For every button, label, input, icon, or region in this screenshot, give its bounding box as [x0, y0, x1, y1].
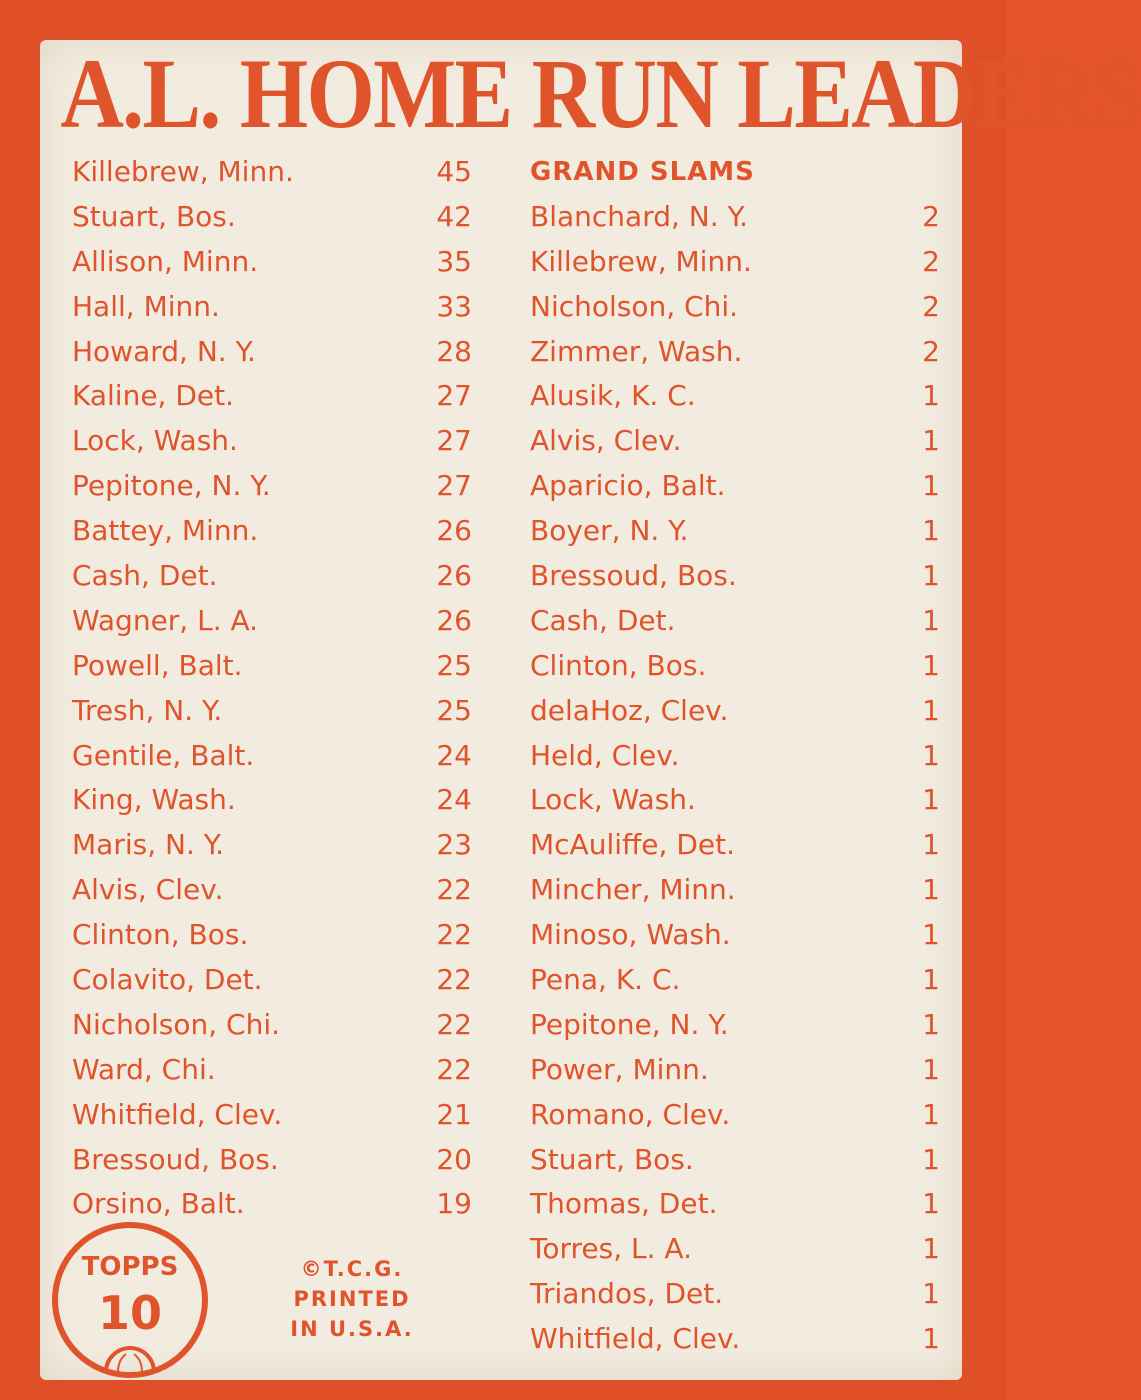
leader-row — [72, 330, 472, 375]
grand-slam-name: Boyer, N. Y. — [530, 514, 689, 548]
leader-name: Maris, N. Y. — [72, 828, 225, 862]
leader-row — [72, 195, 472, 240]
grand-slam-value: 2 — [922, 244, 940, 278]
grand-slam-value: 1 — [922, 469, 940, 503]
leader-name: Ward, Chi. — [72, 1052, 216, 1086]
card-title: A.L. HOME RUN LEADERS — [60, 38, 1141, 149]
leader-row — [72, 285, 472, 330]
leader-name: Killebrew, Minn. — [72, 155, 294, 188]
grand-slam-name: Nicholson, Chi. — [530, 289, 739, 323]
leader-value: 45 — [436, 155, 472, 188]
grand-slam-name: Torres, L. A. — [530, 1232, 692, 1266]
leader-value: 24 — [436, 738, 472, 772]
leader-row — [72, 464, 472, 509]
leader-value: 26 — [436, 514, 472, 548]
grand-slam-row — [530, 509, 940, 554]
leader-value: 22 — [436, 873, 472, 907]
leader-value: 27 — [436, 379, 472, 413]
grand-slam-name: Clinton, Bos. — [530, 648, 707, 682]
leader-value: 25 — [436, 693, 472, 727]
grand-slams-heading-row — [530, 150, 940, 195]
leader-row — [72, 1048, 472, 1093]
grand-slams-list — [530, 150, 940, 1362]
leader-name: Whitfield, Clev. — [72, 1097, 283, 1131]
grand-slam-row — [530, 1048, 940, 1093]
grand-slam-row — [530, 689, 940, 734]
leader-row — [72, 599, 472, 644]
grand-slam-name: Pepitone, N. Y. — [530, 1007, 729, 1041]
grand-slam-row — [530, 644, 940, 689]
grand-slam-row — [530, 1272, 940, 1317]
grand-slam-row — [530, 374, 940, 419]
grand-slam-name: Blanchard, N. Y. — [530, 199, 748, 233]
grand-slam-name: Pena, K. C. — [530, 963, 681, 997]
grand-slam-value: 1 — [922, 648, 940, 682]
grand-slam-name: Bressoud, Bos. — [530, 559, 737, 593]
grand-slam-value: 1 — [922, 603, 940, 637]
grand-slam-row — [530, 599, 940, 644]
grand-slam-row — [530, 285, 940, 330]
topps-logo — [52, 1222, 208, 1378]
leader-row — [72, 419, 472, 464]
grand-slam-value: 2 — [922, 334, 940, 368]
grand-slam-name: Killebrew, Minn. — [530, 244, 752, 278]
leader-value: 22 — [436, 963, 472, 997]
grand-slam-name: Whitfield, Clev. — [530, 1322, 741, 1356]
grand-slam-row — [530, 240, 940, 285]
card-number: 10 — [97, 1286, 162, 1340]
leader-name: Nicholson, Chi. — [72, 1007, 281, 1041]
grand-slam-name: Mincher, Minn. — [530, 873, 736, 907]
leader-row — [72, 1138, 472, 1183]
leader-name: Stuart, Bos. — [72, 199, 236, 233]
copyright-notice — [262, 1254, 442, 1344]
leader-name: Battey, Minn. — [72, 514, 259, 548]
grand-slam-row — [530, 1227, 940, 1272]
grand-slam-name: Power, Minn. — [530, 1052, 709, 1086]
grand-slam-name: Alvis, Clev. — [530, 424, 682, 458]
leader-name: Pepitone, N. Y. — [72, 469, 271, 503]
grand-slam-row — [530, 1317, 940, 1362]
logo-brand: TOPPS — [81, 1252, 179, 1282]
grand-slam-row — [530, 823, 940, 868]
leader-row — [72, 734, 472, 779]
grand-slam-name: delaHoz, Clev. — [530, 693, 729, 727]
grand-slam-row — [530, 913, 940, 958]
baseball-icon — [104, 1346, 156, 1372]
leader-name: Allison, Minn. — [72, 244, 259, 278]
grand-slam-name: Alusik, K. C. — [530, 379, 696, 413]
leader-value: 19 — [436, 1187, 472, 1221]
grand-slam-value: 1 — [922, 559, 940, 593]
grand-slam-value: 1 — [922, 1007, 940, 1041]
grand-slam-value: 1 — [922, 379, 940, 413]
leader-value: 22 — [436, 1052, 472, 1086]
copyright-line-2: PRINTED — [293, 1287, 411, 1311]
grand-slam-value: 1 — [922, 1052, 940, 1086]
leader-value: 42 — [436, 199, 472, 233]
grand-slam-name: Triandos, Det. — [530, 1277, 724, 1311]
grand-slam-name: McAuliffe, Det. — [530, 828, 735, 862]
grand-slam-value: 1 — [922, 873, 940, 907]
leader-name: Gentile, Balt. — [72, 738, 255, 772]
grand-slam-row — [530, 1138, 940, 1183]
leader-row — [72, 913, 472, 958]
grand-slam-name: Cash, Det. — [530, 603, 676, 637]
grand-slam-row — [530, 1182, 940, 1227]
leader-row — [72, 150, 472, 195]
leader-value: 25 — [436, 648, 472, 682]
leader-row — [72, 1182, 472, 1227]
grand-slam-row — [530, 1003, 940, 1048]
leader-name: Kaline, Det. — [72, 379, 235, 413]
grand-slam-value: 1 — [922, 918, 940, 952]
grand-slam-row — [530, 778, 940, 823]
leader-name: Orsino, Balt. — [72, 1187, 245, 1221]
grand-slam-value: 1 — [922, 1187, 940, 1221]
leader-row — [72, 374, 472, 419]
grand-slam-name: Stuart, Bos. — [530, 1142, 694, 1176]
grand-slam-row — [530, 195, 940, 240]
grand-slam-name: Aparicio, Balt. — [530, 469, 726, 503]
leader-value: 28 — [436, 334, 472, 368]
grand-slam-value: 1 — [922, 828, 940, 862]
leader-name: Howard, N. Y. — [72, 334, 256, 368]
leader-value: 33 — [436, 289, 472, 323]
leader-name: Hall, Minn. — [72, 289, 220, 323]
leader-name: Powell, Balt. — [72, 648, 243, 682]
leader-row — [72, 554, 472, 599]
leader-value: 23 — [436, 828, 472, 862]
grand-slam-row — [530, 958, 940, 1003]
leader-row — [72, 1093, 472, 1138]
grand-slam-name: Thomas, Det. — [530, 1187, 718, 1221]
leader-row — [72, 644, 472, 689]
grand-slam-name: Romano, Clev. — [530, 1097, 731, 1131]
leader-value: 21 — [436, 1097, 472, 1131]
grand-slam-value: 2 — [922, 199, 940, 233]
grand-slam-row — [530, 868, 940, 913]
leader-row — [72, 868, 472, 913]
grand-slam-row — [530, 419, 940, 464]
grand-slam-value: 1 — [922, 1142, 940, 1176]
leader-row — [72, 958, 472, 1003]
copyright-line-1: ©T.C.G. — [300, 1257, 404, 1281]
leader-name: Tresh, N. Y. — [72, 693, 223, 727]
grand-slam-name: Minoso, Wash. — [530, 918, 731, 952]
leader-name: Lock, Wash. — [72, 424, 238, 458]
leader-value: 35 — [436, 244, 472, 278]
grand-slam-value: 1 — [922, 738, 940, 772]
leader-name: Colavito, Det. — [72, 963, 263, 997]
leader-value: 27 — [436, 424, 472, 458]
grand-slam-name: Held, Clev. — [530, 738, 680, 772]
leader-name: Bressoud, Bos. — [72, 1142, 279, 1176]
leader-value: 26 — [436, 559, 472, 593]
grand-slam-name: Lock, Wash. — [530, 783, 696, 817]
grand-slam-value: 1 — [922, 1277, 940, 1311]
copyright-line-3: IN U.S.A. — [290, 1317, 414, 1341]
grand-slam-value: 1 — [922, 1322, 940, 1356]
grand-slam-value: 1 — [922, 424, 940, 458]
leader-value: 24 — [436, 783, 472, 817]
home-run-leaders-list — [72, 150, 472, 1227]
grand-slams-heading: GRAND SLAMS — [530, 157, 755, 187]
leader-name: Alvis, Clev. — [72, 873, 224, 907]
leader-name: Cash, Det. — [72, 559, 218, 593]
leader-row — [72, 823, 472, 868]
grand-slam-name: Zimmer, Wash. — [530, 334, 743, 368]
grand-slam-value: 1 — [922, 1097, 940, 1131]
leader-value: 26 — [436, 603, 472, 637]
leader-row — [72, 509, 472, 554]
grand-slam-value: 1 — [922, 963, 940, 997]
leader-value: 22 — [436, 1007, 472, 1041]
leader-row — [72, 689, 472, 734]
leader-name: Wagner, L. A. — [72, 603, 259, 637]
leader-name: Clinton, Bos. — [72, 918, 249, 952]
grand-slam-row — [530, 734, 940, 779]
grand-slam-row — [530, 1093, 940, 1138]
grand-slam-row — [530, 464, 940, 509]
grand-slam-value: 1 — [922, 693, 940, 727]
leader-value: 20 — [436, 1142, 472, 1176]
leader-row — [72, 1003, 472, 1048]
leader-row — [72, 240, 472, 285]
leader-name: King, Wash. — [72, 783, 236, 817]
leader-value: 22 — [436, 918, 472, 952]
grand-slam-value: 1 — [922, 514, 940, 548]
leader-value: 27 — [436, 469, 472, 503]
leader-row — [72, 778, 472, 823]
grand-slam-row — [530, 330, 940, 375]
grand-slam-value: 2 — [922, 289, 940, 323]
grand-slam-row — [530, 554, 940, 599]
grand-slam-value: 1 — [922, 1232, 940, 1266]
grand-slam-value: 1 — [922, 783, 940, 817]
